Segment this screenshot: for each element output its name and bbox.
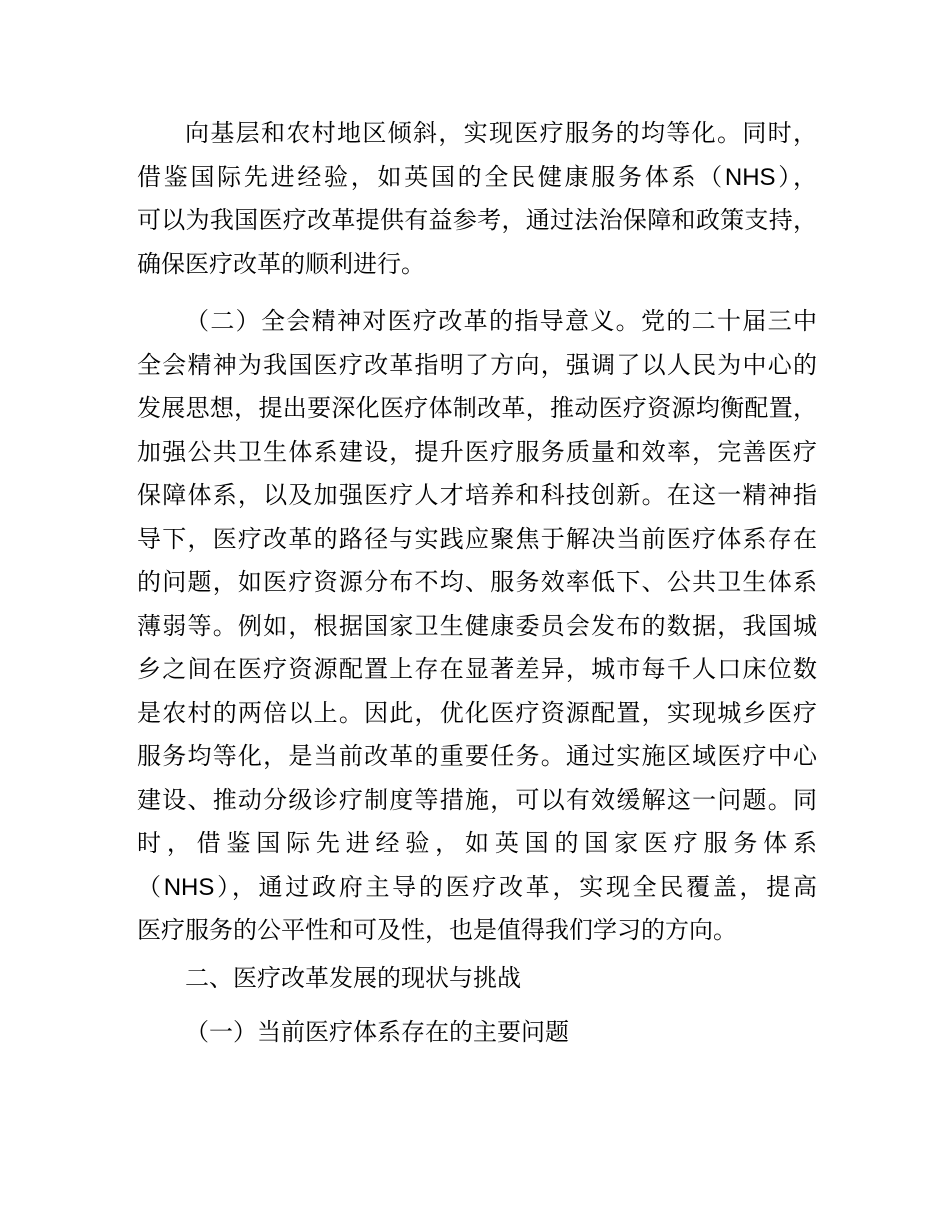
body-text-line: 是农村的两倍以上。因此，优化医疗资源配置，实现城乡医疗 <box>137 699 817 727</box>
subsection-heading <box>137 1011 817 1055</box>
body-text-line: 服务均等化，是当前改革的重要任务。通过实施区域医疗中心 <box>137 743 817 770</box>
paragraph <box>137 112 817 286</box>
body-text-line: 加强公共卫生体系建设，提升医疗服务质量和效率，完善医疗 <box>137 438 817 466</box>
body-text-line: 导下，医疗改革的路径与实践应聚焦于解决当前医疗体系存在 <box>137 525 817 553</box>
body-text-line: （二）全会精神对医疗改革的指导意义。党的二十届三中 <box>185 308 817 335</box>
body-text-line: 乡之间在医疗资源配置上存在显著差异，城市每千人口床位数 <box>137 656 817 683</box>
body-text-line: 确保医疗改革的顺利进行。 <box>137 250 425 278</box>
body-text-line: 薄弱等。例如，根据国家卫生健康委员会发布的数据，我国城 <box>137 612 817 640</box>
subsection-heading-text: （一）当前医疗体系存在的主要问题 <box>185 1019 569 1046</box>
body-text-line: 的问题，如医疗资源分布不均、服务效率低下、公共卫生体系 <box>137 569 817 596</box>
body-text-line: 时，借鉴国际先进经验，如英国的国家医疗服务体系 <box>137 830 817 857</box>
body-text-line: 借鉴国际先进经验，如英国的全民健康服务体系（NHS）， <box>137 163 817 191</box>
paragraph <box>137 300 817 953</box>
body-text-line: 可以为我国医疗改革提供有益参考，通过法治保障和政策支持， <box>137 207 817 234</box>
body-text-line: 医疗服务的公平性和可及性，也是值得我们学习的方向。 <box>137 917 737 944</box>
body-text-line: 全会精神为我国医疗改革指明了方向，强调了以人民为中心的 <box>137 351 817 379</box>
body-text-line: （NHS），通过政府主导的医疗改革，实现全民覆盖，提高 <box>137 873 817 901</box>
body-text-line: 建设、推动分级诊疗制度等措施，可以有效缓解这一问题。同 <box>137 786 817 814</box>
body-text-line: 向基层和农村地区倾斜，实现医疗服务的均等化。同时， <box>185 120 817 147</box>
section-heading <box>137 957 817 1001</box>
body-text-line: 保障体系，以及加强医疗人才培养和科技创新。在这一精神指 <box>137 482 817 509</box>
body-text-line: 发展思想，提出要深化医疗体制改革，推动医疗资源均衡配置， <box>137 395 817 422</box>
section-heading-text: 二、医疗改革发展的现状与挑战 <box>185 964 521 992</box>
